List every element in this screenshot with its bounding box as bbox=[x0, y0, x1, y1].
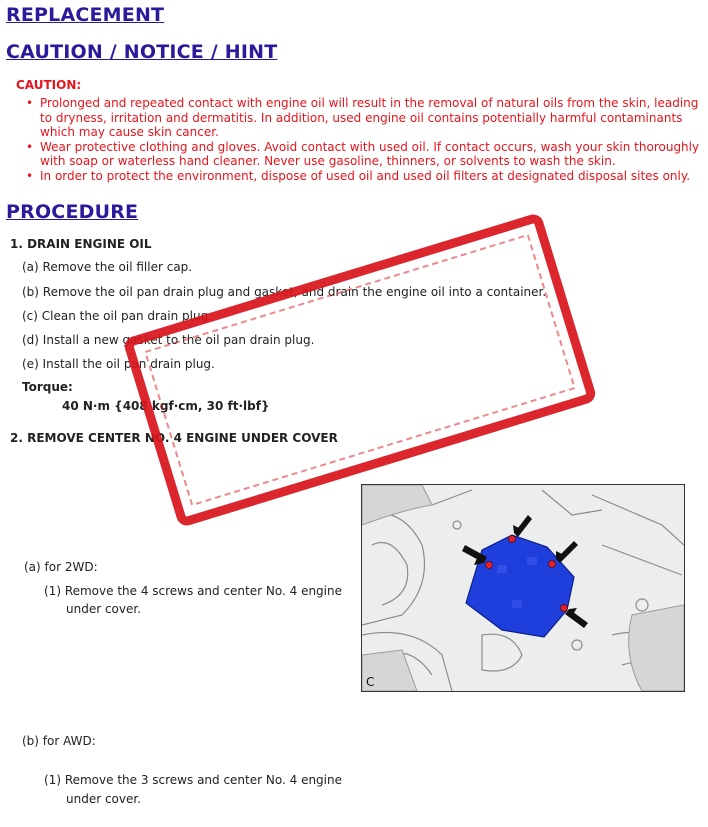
caution-title: CAUTION: bbox=[16, 78, 82, 92]
step-2a-label: (a) for 2WD: bbox=[24, 560, 98, 574]
caution-notice-hint-heading[interactable]: CAUTION / NOTICE / HINT bbox=[6, 41, 278, 63]
figure-label: C bbox=[366, 675, 375, 689]
step-remove-cover-title: 2. REMOVE CENTER NO. 4 ENGINE UNDER COVER bbox=[10, 431, 338, 445]
step-2b-label: (b) for AWD: bbox=[22, 734, 96, 748]
procedure-heading[interactable]: PROCEDURE bbox=[6, 201, 139, 223]
step-2a1-line2: under cover. bbox=[66, 602, 142, 616]
step-drain-engine-oil-title: 1. DRAIN ENGINE OIL bbox=[10, 237, 152, 251]
screw-icon bbox=[561, 605, 568, 612]
torque-label: Torque: bbox=[22, 380, 73, 394]
screw-icon bbox=[509, 536, 516, 543]
step-1b: (b) Remove the oil pan drain plug and gasket, and drain the engine oil into a container. bbox=[22, 285, 547, 299]
caution-list bbox=[24, 96, 708, 183]
arrow-icon bbox=[565, 608, 588, 628]
screw-icon bbox=[486, 562, 493, 569]
caution-item: • Prolonged and repeated contact with engine oil will result in the removal of natural oils from the skin, leading to dryness, irritation and dermatitis. In addition, used engine oil contains potentially harmful contaminants which may cause skin cancer. bbox=[40, 96, 708, 140]
step-1e: (e) Install the oil pan drain plug. bbox=[22, 357, 215, 371]
replacement-heading[interactable]: REPLACEMENT bbox=[6, 4, 165, 26]
step-1c: (c) Clean the oil pan drain plug. bbox=[22, 309, 213, 323]
torque-value: 40 N·m {408 kgf·cm, 30 ft·lbf} bbox=[62, 399, 270, 413]
step-2a1-line1: (1) Remove the 4 screws and center No. 4 engine bbox=[44, 584, 342, 598]
arrow-icon bbox=[462, 545, 487, 565]
caution-item: • Wear protective clothing and gloves. Avoid contact with used oil. If contact occurs, wash your skin thoroughly with soap or waterless hand cleaner. Never use gasoline, thinners, or solvents to wash the skin. bbox=[40, 140, 708, 169]
step-2b1-line1: (1) Remove the 3 screws and center No. 4 engine bbox=[44, 773, 342, 787]
screw-icon bbox=[549, 561, 556, 568]
step-2b1-line2: under cover. bbox=[66, 792, 142, 806]
step-1d: (d) Install a new gasket to the oil pan drain plug. bbox=[22, 333, 315, 347]
arrow-icon bbox=[513, 515, 532, 537]
step-1a: (a) Remove the oil filler cap. bbox=[22, 260, 193, 274]
arrow-icon bbox=[556, 541, 578, 563]
under-cover-illustration bbox=[361, 484, 685, 692]
under-cover-drawing bbox=[362, 485, 684, 691]
center-no4-engine-under-cover bbox=[466, 535, 574, 637]
caution-item: • In order to protect the environment, dispose of used oil and used oil filters at designated disposal sites only. bbox=[40, 169, 708, 184]
